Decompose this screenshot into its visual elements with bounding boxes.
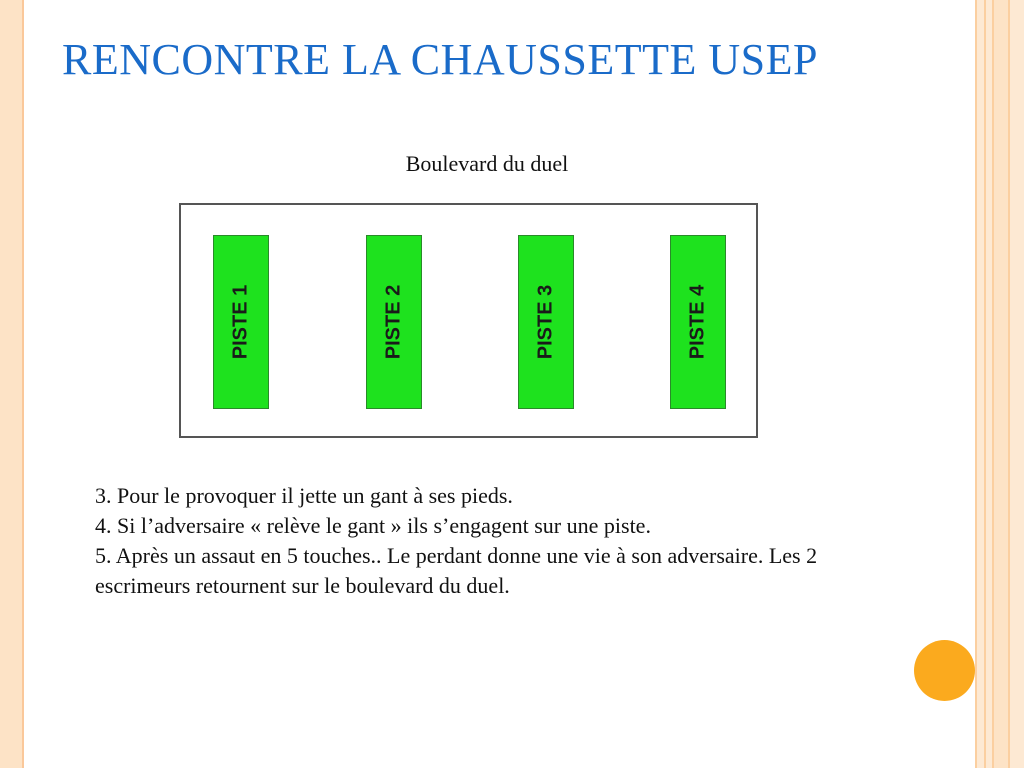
right-border-stripe [977, 0, 984, 768]
accent-circle [914, 640, 975, 701]
slide-title: RENCONTRE LA CHAUSSETTE USEP [62, 35, 818, 84]
duel-field-diagram [179, 203, 758, 438]
left-border-line [22, 0, 24, 768]
step-item: 3. Pour le provoquer il jette un gant à ses pieds. [95, 483, 513, 508]
piste-label: PISTE 2 [382, 284, 405, 360]
piste-label: PISTE 1 [229, 284, 252, 360]
piste-label: PISTE 4 [686, 284, 709, 360]
left-border-band [0, 0, 22, 768]
right-border-stripe [994, 0, 1008, 768]
diagram-caption: Boulevard du duel [405, 151, 569, 176]
steps-list [95, 481, 915, 601]
right-border-stripe [1010, 0, 1024, 768]
step-item: 5. Après un assaut en 5 touches.. Le perdant donne une vie à son adversaire. Les 2 escrimeurs retournent sur le boulevard du duel. [95, 543, 818, 598]
piste-4 [670, 235, 726, 409]
piste-1 [213, 235, 269, 409]
piste-2 [366, 235, 422, 409]
piste-label: PISTE 3 [534, 284, 557, 360]
step-item: 4. Si l’adversaire « relève le gant » ils s’engagent sur une piste. [95, 513, 651, 538]
piste-3 [518, 235, 574, 409]
